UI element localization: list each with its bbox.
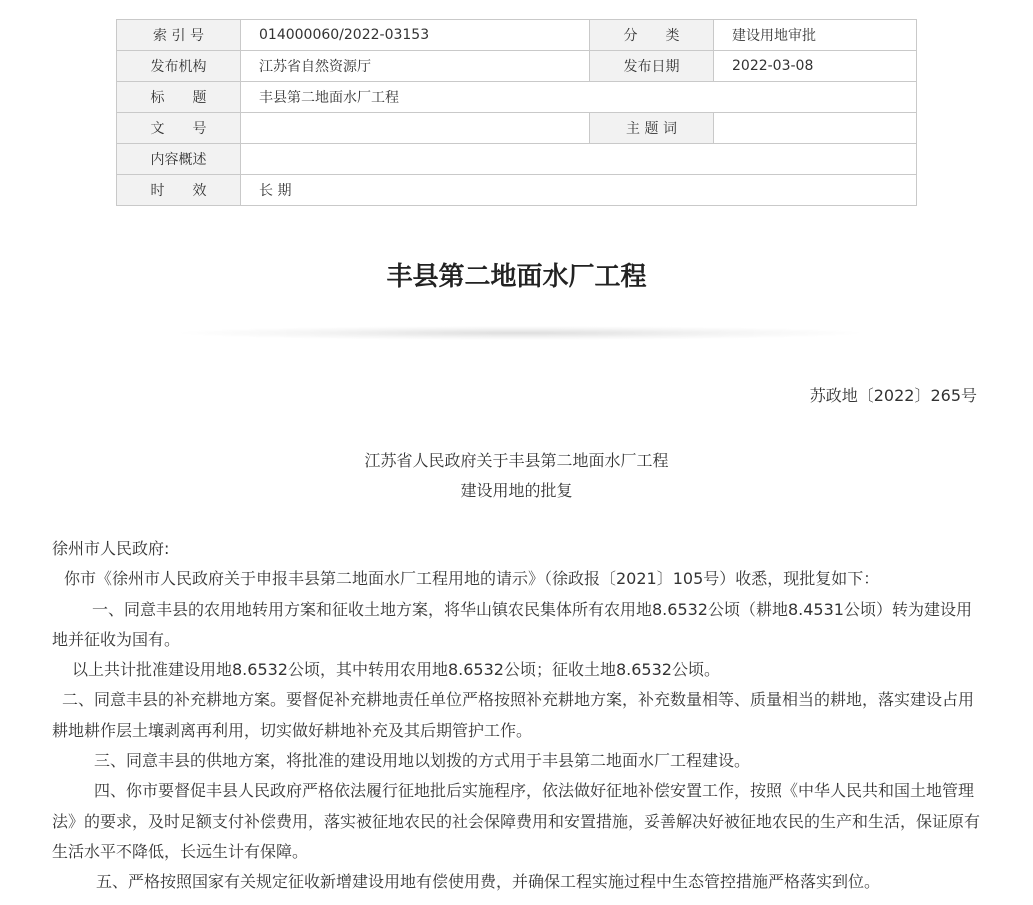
document-subtitle-line2: 建设用地的批复 xyxy=(460,481,573,500)
document-number: 苏政地〔2022〕265号 xyxy=(809,386,977,405)
summary-value xyxy=(241,144,917,175)
title-label: 标 题 xyxy=(117,82,241,113)
category-label: 分 类 xyxy=(590,20,714,51)
paragraph-intro: 你市《徐州市人民政府关于申报丰县第二地面水厂工程用地的请示》（徐政报〔2021〕105号）收悉，现批复如下： xyxy=(64,569,880,589)
docno-value xyxy=(241,113,590,144)
summary-label: 内容概述 xyxy=(117,144,241,175)
category-value: 建设用地审批 xyxy=(714,20,917,51)
paragraph-1-total: 以上共计批准建设用地8.6532公顷，其中转用农用地8.6532公顷；征收土地8.6532公顷。 xyxy=(72,660,720,680)
index-value: 014000060/2022-03153 xyxy=(241,20,590,51)
document-subtitle-line1: 江苏省人民政府关于丰县第二地面水厂工程 xyxy=(364,451,669,470)
validity-value: 长 期 xyxy=(241,175,917,206)
publisher-value: 江苏省自然资源厅 xyxy=(241,51,590,82)
metadata-row-validity xyxy=(117,175,917,206)
publisher-label: 发布机构 xyxy=(117,51,241,82)
paragraph-5: 五、严格按照国家有关规定征收新增建设用地有偿使用费，并确保工程实施过程中生态管控措施严格落实到位。 xyxy=(96,872,881,892)
salutation: 徐州市人民政府: xyxy=(52,539,170,558)
docno-label: 文 号 xyxy=(117,113,241,144)
document-title: 丰县第二地面水厂工程 xyxy=(386,262,647,292)
date-value: 2022-03-08 xyxy=(714,51,917,82)
metadata-row-docno xyxy=(117,113,917,144)
metadata-table xyxy=(116,19,917,206)
title-divider xyxy=(180,326,860,340)
metadata-row-title xyxy=(117,82,917,113)
paragraph-1: 一、同意丰县的农用地转用方案和征收土地方案，将华山镇农民集体所有农用地8.6532公顷（耕地8.4531公顷）转为建设用地并征收为国有。 xyxy=(52,599,972,649)
date-label: 发布日期 xyxy=(590,51,714,82)
validity-label: 时 效 xyxy=(117,175,241,206)
metadata-row-index xyxy=(117,20,917,51)
index-label: 索 引 号 xyxy=(117,20,241,51)
title-value: 丰县第二地面水厂工程 xyxy=(241,82,917,113)
metadata-row-publisher xyxy=(117,51,917,82)
metadata-row-summary xyxy=(117,144,917,175)
paragraph-3: 三、同意丰县的供地方案，将批准的建设用地以划拨的方式用于丰县第二地面水厂工程建设。 xyxy=(94,751,751,771)
keywords-value xyxy=(714,113,917,144)
paragraph-2: 二、同意丰县的补充耕地方案。要督促补充耕地责任单位严格按照补充耕地方案，补充数量相等、质量相当的耕地，落实建设占用耕地耕作层土壤剥离再利用，切实做好耕地补充及其后期管护工作。 xyxy=(52,690,975,740)
document-body xyxy=(52,534,982,898)
keywords-label: 主 题 词 xyxy=(590,113,714,144)
paragraph-4: 四、你市要督促丰县人民政府严格依法履行征地批后实施程序，依法做好征地补偿安置工作，按照《中华人民共和国土地管理法》的要求，及时足额支付补偿费用，落实被征地农民的社会保障费用和安置措施，妥善解决好被征地农民的生产和生活，保证原有生活水平不降低，长远生计有保障。 xyxy=(52,781,981,861)
